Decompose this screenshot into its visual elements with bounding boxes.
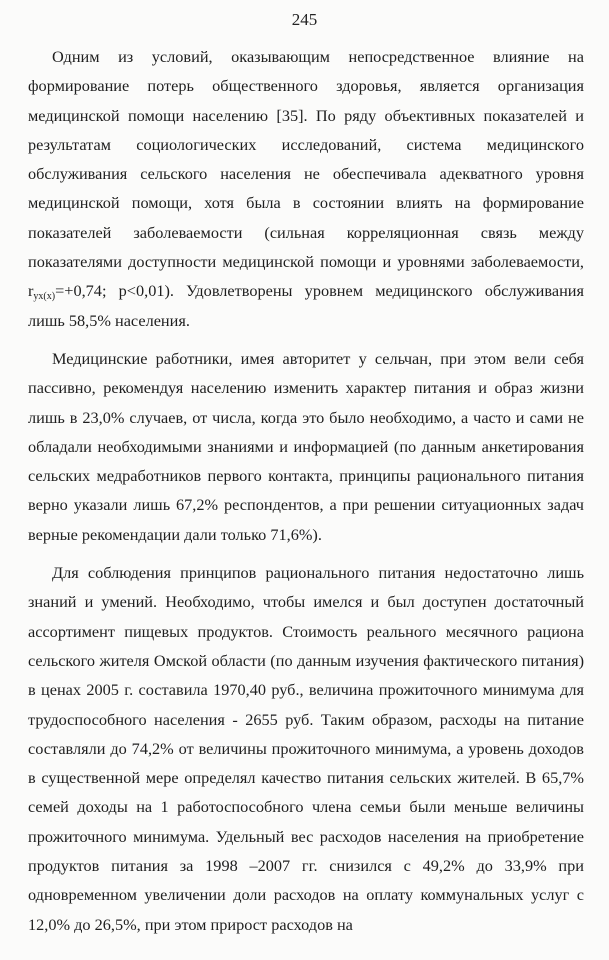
paragraph-1-text: Одним из условий, оказывающим непосредственное влияние на формирование потерь общественного здоровья, является организация медицинской помощи населению [35]. По ряду объективных показателей и результатам социологических исследований, система медицинского обслуживания сельского населения не обеспечивала адекватного уровня медицинской помощи, хотя была в состоянии влиять на формирование показателей заболеваемости (сильная корреляционная связь между показателями доступности медицинской помощи и уровнями заболеваемости,	[28, 47, 584, 272]
paragraph-1	[28, 42, 584, 335]
paragraph-3: Для соблюдения принципов рационального питания недостаточно лишь знаний и умений. Необходимо, чтобы имелся и был доступен достаточный ассортимент пищевых продуктов. Стоимость реального месячного рациона сельского жителя Омской области (по данным изучения фактического питания) в ценах 2005 г. составила 1970,40 руб., величина прожиточного минимума для трудоспособного населения - 2655 руб. Таким образом, расходы на питание составляли до 74,2% от величины прожиточного минимума, а уровень доходов в существенной мере определял качество питания сельских жителей. В 65,7% семей доходы на 1 работоспособного члена семьи были меньше величины прожиточного минимума. Удельный вес расходов населения на приобретение продуктов питания за 1998 –2007 гг. снизился с 49,2% до 33,9% при одновременном увеличении доли расходов на оплату коммунальных услуг с 12,0% до 26,5%, при этом прирост расходов на	[28, 563, 584, 934]
page-number: 245	[291, 10, 318, 29]
correlation-symbol: r	[28, 281, 34, 301]
correlation-subscript: yx(x)	[33, 291, 56, 303]
body-text	[28, 42, 584, 939]
paragraph-2: Медицинские работники, имея авторитет у сельчан, при этом вели себя пассивно, рекомендуя населению изменить характер питания и образ жизни лишь в 23,0% случаев, от числа, когда это было необходимо, а часто и сами не обладали необходимыми знаниями и информацией (по данным анкетирования сельских медработников первого контакта, принципы рационального питания верно указали лишь 67,2% респондентов, а при решении ситуационных задач верные рекомендации дали только 71,6%).	[28, 348, 584, 544]
paragraph-1-tail: =+0,74; p<0,01). Удовлетворены уровнем медицинского обслуживания лишь 58,5% населения.	[28, 281, 584, 330]
